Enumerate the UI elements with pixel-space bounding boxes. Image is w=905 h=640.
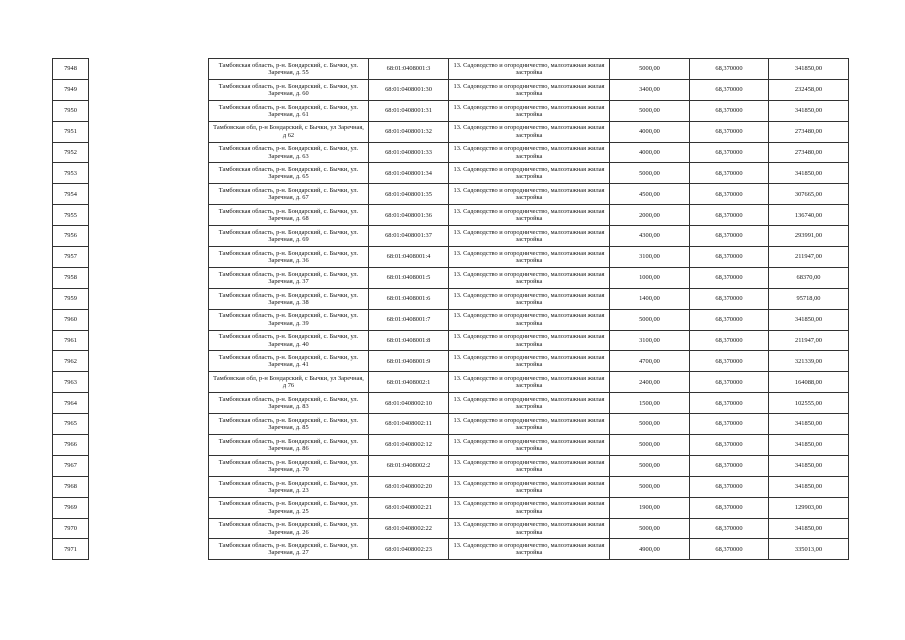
land-use-cell: 13. Садоводство и огородничество, малоэтажная жилая застройка — [449, 539, 610, 560]
cadastral-value-cell: 341850,00 — [769, 435, 849, 456]
table-body — [53, 59, 849, 560]
area-cell: 4900,00 — [610, 539, 690, 560]
row-number: 7949 — [53, 79, 89, 100]
cadastral-value-cell: 102555,00 — [769, 393, 849, 414]
table-row — [53, 372, 849, 393]
cadastral-value-cell: 68370,00 — [769, 267, 849, 288]
table-row — [53, 330, 849, 351]
land-use-cell: 13. Садоводство и огородничество, малоэтажная жилая застройка — [449, 414, 610, 435]
cadastral-value-cell: 232458,00 — [769, 79, 849, 100]
table-row — [53, 393, 849, 414]
specific-value-cell: 68,370000 — [690, 247, 769, 268]
land-use-cell: 13. Садоводство и огородничество, малоэтажная жилая застройка — [449, 163, 610, 184]
row-number: 7965 — [53, 414, 89, 435]
table-row — [53, 497, 849, 518]
address-cell: Тамбовская область, р-н. Бондарский, с. Бычки, ул. Заречная, д. 67 — [209, 184, 369, 205]
specific-value-cell: 68,370000 — [690, 59, 769, 80]
row-number: 7958 — [53, 267, 89, 288]
table-row — [53, 539, 849, 560]
row-number: 7964 — [53, 393, 89, 414]
empty-column — [89, 163, 209, 184]
specific-value-cell: 68,370000 — [690, 539, 769, 560]
cadastral-value-cell: 341850,00 — [769, 476, 849, 497]
specific-value-cell: 68,370000 — [690, 455, 769, 476]
specific-value-cell: 68,370000 — [690, 497, 769, 518]
area-cell: 4700,00 — [610, 351, 690, 372]
specific-value-cell: 68,370000 — [690, 79, 769, 100]
address-cell: Тамбовская область, р-н. Бондарский, с. Бычки, ул. Заречная, д. 61 — [209, 100, 369, 121]
address-cell: Тамбовская область, р-н. Бондарский, с. Бычки, ул. Заречная, д. 36 — [209, 247, 369, 268]
specific-value-cell: 68,370000 — [690, 205, 769, 226]
cadastral-number-cell: 68:01:0408001:5 — [369, 267, 449, 288]
land-use-cell: 13. Садоводство и огородничество, малоэтажная жилая застройка — [449, 309, 610, 330]
specific-value-cell: 68,370000 — [690, 142, 769, 163]
area-cell: 5000,00 — [610, 455, 690, 476]
land-use-cell: 13. Садоводство и огородничество, малоэтажная жилая застройка — [449, 267, 610, 288]
cadastral-value-cell: 136740,00 — [769, 205, 849, 226]
land-use-cell: 13. Садоводство и огородничество, малоэтажная жилая застройка — [449, 121, 610, 142]
empty-column — [89, 100, 209, 121]
address-cell: Тамбовская область, р-н. Бондарский, с. Бычки, ул. Заречная, д. 37 — [209, 267, 369, 288]
cadastral-value-cell: 211947,00 — [769, 247, 849, 268]
table-row — [53, 518, 849, 539]
specific-value-cell: 68,370000 — [690, 372, 769, 393]
specific-value-cell: 68,370000 — [690, 288, 769, 309]
cadastral-value-cell: 129903,00 — [769, 497, 849, 518]
land-use-cell: 13. Садоводство и огородничество, малоэтажная жилая застройка — [449, 226, 610, 247]
cadastral-value-cell: 273480,00 — [769, 142, 849, 163]
specific-value-cell: 68,370000 — [690, 476, 769, 497]
table-row — [53, 414, 849, 435]
area-cell: 1400,00 — [610, 288, 690, 309]
cadastral-number-cell: 68:01:0408002:21 — [369, 497, 449, 518]
address-cell: Тамбовская область, р-н. Бондарский, с. Бычки, ул. Заречная, д. 39 — [209, 309, 369, 330]
specific-value-cell: 68,370000 — [690, 414, 769, 435]
address-cell: Тамбовская область, р-н. Бондарский, с. Бычки, ул. Заречная, д. 65 — [209, 163, 369, 184]
address-cell: Тамбовская область, р-н. Бондарский, с. Бычки, ул. Заречная, д. 23 — [209, 476, 369, 497]
cadastral-number-cell: 68:01:0408001:35 — [369, 184, 449, 205]
specific-value-cell: 68,370000 — [690, 330, 769, 351]
cadastral-number-cell: 68:01:0408002:22 — [369, 518, 449, 539]
row-number: 7963 — [53, 372, 89, 393]
empty-column — [89, 539, 209, 560]
cadastral-value-cell: 341850,00 — [769, 59, 849, 80]
table-row — [53, 100, 849, 121]
cadastral-value-cell: 341850,00 — [769, 414, 849, 435]
address-cell: Тамбовская обл, р-н Бондарский, с Бычки, ул Заречная, д 76 — [209, 372, 369, 393]
land-use-cell: 13. Садоводство и огородничество, малоэтажная жилая застройка — [449, 247, 610, 268]
row-number: 7955 — [53, 205, 89, 226]
table-row — [53, 267, 849, 288]
row-number: 7962 — [53, 351, 89, 372]
empty-column — [89, 518, 209, 539]
cadastral-number-cell: 68:01:0408001:8 — [369, 330, 449, 351]
cadastral-number-cell: 68:01:0408002:2 — [369, 455, 449, 476]
land-use-cell: 13. Садоводство и огородничество, малоэтажная жилая застройка — [449, 518, 610, 539]
empty-column — [89, 247, 209, 268]
specific-value-cell: 68,370000 — [690, 184, 769, 205]
row-number: 7953 — [53, 163, 89, 184]
cadastral-number-cell: 68:01:0408001:36 — [369, 205, 449, 226]
empty-column — [89, 372, 209, 393]
area-cell: 5000,00 — [610, 435, 690, 456]
empty-column — [89, 142, 209, 163]
cadastral-value-table — [52, 58, 849, 560]
empty-column — [89, 351, 209, 372]
address-cell: Тамбовская обл, р-н Бондарский, с Бычки, ул Заречная, д 62 — [209, 121, 369, 142]
cadastral-value-cell: 335013,00 — [769, 539, 849, 560]
address-cell: Тамбовская область, р-н. Бондарский, с. Бычки, ул. Заречная, д. 25 — [209, 497, 369, 518]
empty-column — [89, 393, 209, 414]
land-use-cell: 13. Садоводство и огородничество, малоэтажная жилая застройка — [449, 435, 610, 456]
area-cell: 5000,00 — [610, 309, 690, 330]
land-use-cell: 13. Садоводство и огородничество, малоэтажная жилая застройка — [449, 205, 610, 226]
row-number: 7969 — [53, 497, 89, 518]
table-row — [53, 309, 849, 330]
address-cell: Тамбовская область, р-н. Бондарский, с. Бычки, ул. Заречная, д. 26 — [209, 518, 369, 539]
area-cell: 5000,00 — [610, 476, 690, 497]
empty-column — [89, 476, 209, 497]
cadastral-number-cell: 68:01:0408002:20 — [369, 476, 449, 497]
area-cell: 1500,00 — [610, 393, 690, 414]
cadastral-value-cell: 95718,00 — [769, 288, 849, 309]
empty-column — [89, 330, 209, 351]
land-use-cell: 13. Садоводство и огородничество, малоэтажная жилая застройка — [449, 59, 610, 80]
cadastral-value-cell: 341850,00 — [769, 518, 849, 539]
specific-value-cell: 68,370000 — [690, 226, 769, 247]
cadastral-number-cell: 68:01:0408001:34 — [369, 163, 449, 184]
row-number: 7959 — [53, 288, 89, 309]
row-number: 7950 — [53, 100, 89, 121]
empty-column — [89, 435, 209, 456]
address-cell: Тамбовская область, р-н. Бондарский, с. Бычки, ул. Заречная, д. 69 — [209, 226, 369, 247]
cadastral-number-cell: 68:01:0408001:9 — [369, 351, 449, 372]
table-row — [53, 59, 849, 80]
table-row — [53, 205, 849, 226]
area-cell: 5000,00 — [610, 59, 690, 80]
land-use-cell: 13. Садоводство и огородничество, малоэтажная жилая застройка — [449, 372, 610, 393]
empty-column — [89, 497, 209, 518]
empty-column — [89, 455, 209, 476]
row-number: 7948 — [53, 59, 89, 80]
address-cell: Тамбовская область, р-н. Бондарский, с. Бычки, ул. Заречная, д. 41 — [209, 351, 369, 372]
cadastral-number-cell: 68:01:0408002:11 — [369, 414, 449, 435]
cadastral-number-cell: 68:01:0408001:6 — [369, 288, 449, 309]
row-number: 7966 — [53, 435, 89, 456]
table-row — [53, 247, 849, 268]
cadastral-value-cell: 341850,00 — [769, 163, 849, 184]
cadastral-number-cell: 68:01:0408002:10 — [369, 393, 449, 414]
cadastral-number-cell: 68:01:0408002:23 — [369, 539, 449, 560]
land-use-cell: 13. Садоводство и огородничество, малоэтажная жилая застройка — [449, 142, 610, 163]
empty-column — [89, 267, 209, 288]
table-row — [53, 121, 849, 142]
row-number: 7967 — [53, 455, 89, 476]
land-use-cell: 13. Садоводство и огородничество, малоэтажная жилая застройка — [449, 351, 610, 372]
area-cell: 5000,00 — [610, 414, 690, 435]
area-cell: 5000,00 — [610, 518, 690, 539]
area-cell: 4300,00 — [610, 226, 690, 247]
cadastral-number-cell: 68:01:0408001:7 — [369, 309, 449, 330]
area-cell: 2000,00 — [610, 205, 690, 226]
cadastral-number-cell: 68:01:0408001:3 — [369, 59, 449, 80]
address-cell: Тамбовская область, р-н. Бондарский, с. Бычки, ул. Заречная, д. 68 — [209, 205, 369, 226]
cadastral-number-cell: 68:01:0408002:1 — [369, 372, 449, 393]
table-row — [53, 163, 849, 184]
land-use-cell: 13. Садоводство и огородничество, малоэтажная жилая застройка — [449, 393, 610, 414]
cadastral-number-cell: 68:01:0408001:32 — [369, 121, 449, 142]
empty-column — [89, 79, 209, 100]
area-cell: 3400,00 — [610, 79, 690, 100]
empty-column — [89, 288, 209, 309]
row-number: 7952 — [53, 142, 89, 163]
land-use-cell: 13. Садоводство и огородничество, малоэтажная жилая застройка — [449, 476, 610, 497]
address-cell: Тамбовская область, р-н. Бондарский, с. Бычки, ул. Заречная, д. 27 — [209, 539, 369, 560]
area-cell: 3100,00 — [610, 330, 690, 351]
address-cell: Тамбовская область, р-н. Бондарский, с. Бычки, ул. Заречная, д. 40 — [209, 330, 369, 351]
address-cell: Тамбовская область, р-н. Бондарский, с. Бычки, ул. Заречная, д. 70 — [209, 455, 369, 476]
cadastral-value-cell: 273480,00 — [769, 121, 849, 142]
row-number: 7961 — [53, 330, 89, 351]
area-cell: 2400,00 — [610, 372, 690, 393]
area-cell: 4000,00 — [610, 142, 690, 163]
land-use-cell: 13. Садоводство и огородничество, малоэтажная жилая застройка — [449, 455, 610, 476]
specific-value-cell: 68,370000 — [690, 121, 769, 142]
table-row — [53, 455, 849, 476]
cadastral-number-cell: 68:01:0408001:30 — [369, 79, 449, 100]
cadastral-number-cell: 68:01:0408002:12 — [369, 435, 449, 456]
address-cell: Тамбовская область, р-н. Бондарский, с. Бычки, ул. Заречная, д. 60 — [209, 79, 369, 100]
specific-value-cell: 68,370000 — [690, 309, 769, 330]
area-cell: 4000,00 — [610, 121, 690, 142]
empty-column — [89, 205, 209, 226]
cadastral-value-cell: 341850,00 — [769, 309, 849, 330]
land-use-cell: 13. Садоводство и огородничество, малоэтажная жилая застройка — [449, 288, 610, 309]
cadastral-number-cell: 68:01:0408001:37 — [369, 226, 449, 247]
address-cell: Тамбовская область, р-н. Бондарский, с. Бычки, ул. Заречная, д. 63 — [209, 142, 369, 163]
table-row — [53, 476, 849, 497]
table-row — [53, 184, 849, 205]
table-row — [53, 226, 849, 247]
address-cell: Тамбовская область, р-н. Бондарский, с. Бычки, ул. Заречная, д. 83 — [209, 393, 369, 414]
address-cell: Тамбовская область, р-н. Бондарский, с. Бычки, ул. Заречная, д. 86 — [209, 435, 369, 456]
empty-column — [89, 184, 209, 205]
row-number: 7957 — [53, 247, 89, 268]
area-cell: 3100,00 — [610, 247, 690, 268]
specific-value-cell: 68,370000 — [690, 163, 769, 184]
land-use-cell: 13. Садоводство и огородничество, малоэтажная жилая застройка — [449, 79, 610, 100]
table-row — [53, 142, 849, 163]
row-number: 7968 — [53, 476, 89, 497]
specific-value-cell: 68,370000 — [690, 267, 769, 288]
area-cell: 5000,00 — [610, 163, 690, 184]
cadastral-value-cell: 321339,00 — [769, 351, 849, 372]
cadastral-value-cell: 307665,00 — [769, 184, 849, 205]
row-number: 7951 — [53, 121, 89, 142]
table-row — [53, 435, 849, 456]
cadastral-number-cell: 68:01:0408001:4 — [369, 247, 449, 268]
cadastral-number-cell: 68:01:0408001:33 — [369, 142, 449, 163]
cadastral-value-cell: 211947,00 — [769, 330, 849, 351]
specific-value-cell: 68,370000 — [690, 351, 769, 372]
row-number: 7970 — [53, 518, 89, 539]
area-cell: 5000,00 — [610, 100, 690, 121]
table-row — [53, 351, 849, 372]
empty-column — [89, 414, 209, 435]
area-cell: 1900,00 — [610, 497, 690, 518]
specific-value-cell: 68,370000 — [690, 393, 769, 414]
specific-value-cell: 68,370000 — [690, 518, 769, 539]
specific-value-cell: 68,370000 — [690, 435, 769, 456]
land-use-cell: 13. Садоводство и огородничество, малоэтажная жилая застройка — [449, 497, 610, 518]
row-number: 7954 — [53, 184, 89, 205]
land-use-cell: 13. Садоводство и огородничество, малоэтажная жилая застройка — [449, 184, 610, 205]
address-cell: Тамбовская область, р-н. Бондарский, с. Бычки, ул. Заречная, д. 55 — [209, 59, 369, 80]
table-row — [53, 79, 849, 100]
address-cell: Тамбовская область, р-н. Бондарский, с. Бычки, ул. Заречная, д. 38 — [209, 288, 369, 309]
table-row — [53, 288, 849, 309]
specific-value-cell: 68,370000 — [690, 100, 769, 121]
land-use-cell: 13. Садоводство и огородничество, малоэтажная жилая застройка — [449, 330, 610, 351]
area-cell: 1000,00 — [610, 267, 690, 288]
cadastral-value-cell: 341850,00 — [769, 100, 849, 121]
row-number: 7960 — [53, 309, 89, 330]
empty-column — [89, 226, 209, 247]
row-number: 7971 — [53, 539, 89, 560]
row-number: 7956 — [53, 226, 89, 247]
cadastral-number-cell: 68:01:0408001:31 — [369, 100, 449, 121]
area-cell: 4500,00 — [610, 184, 690, 205]
address-cell: Тамбовская область, р-н. Бондарский, с. Бычки, ул. Заречная, д. 85 — [209, 414, 369, 435]
empty-column — [89, 59, 209, 80]
cadastral-value-cell: 341850,00 — [769, 455, 849, 476]
cadastral-value-cell: 293991,00 — [769, 226, 849, 247]
cadastral-value-cell: 164088,00 — [769, 372, 849, 393]
empty-column — [89, 121, 209, 142]
land-use-cell: 13. Садоводство и огородничество, малоэтажная жилая застройка — [449, 100, 610, 121]
empty-column — [89, 309, 209, 330]
